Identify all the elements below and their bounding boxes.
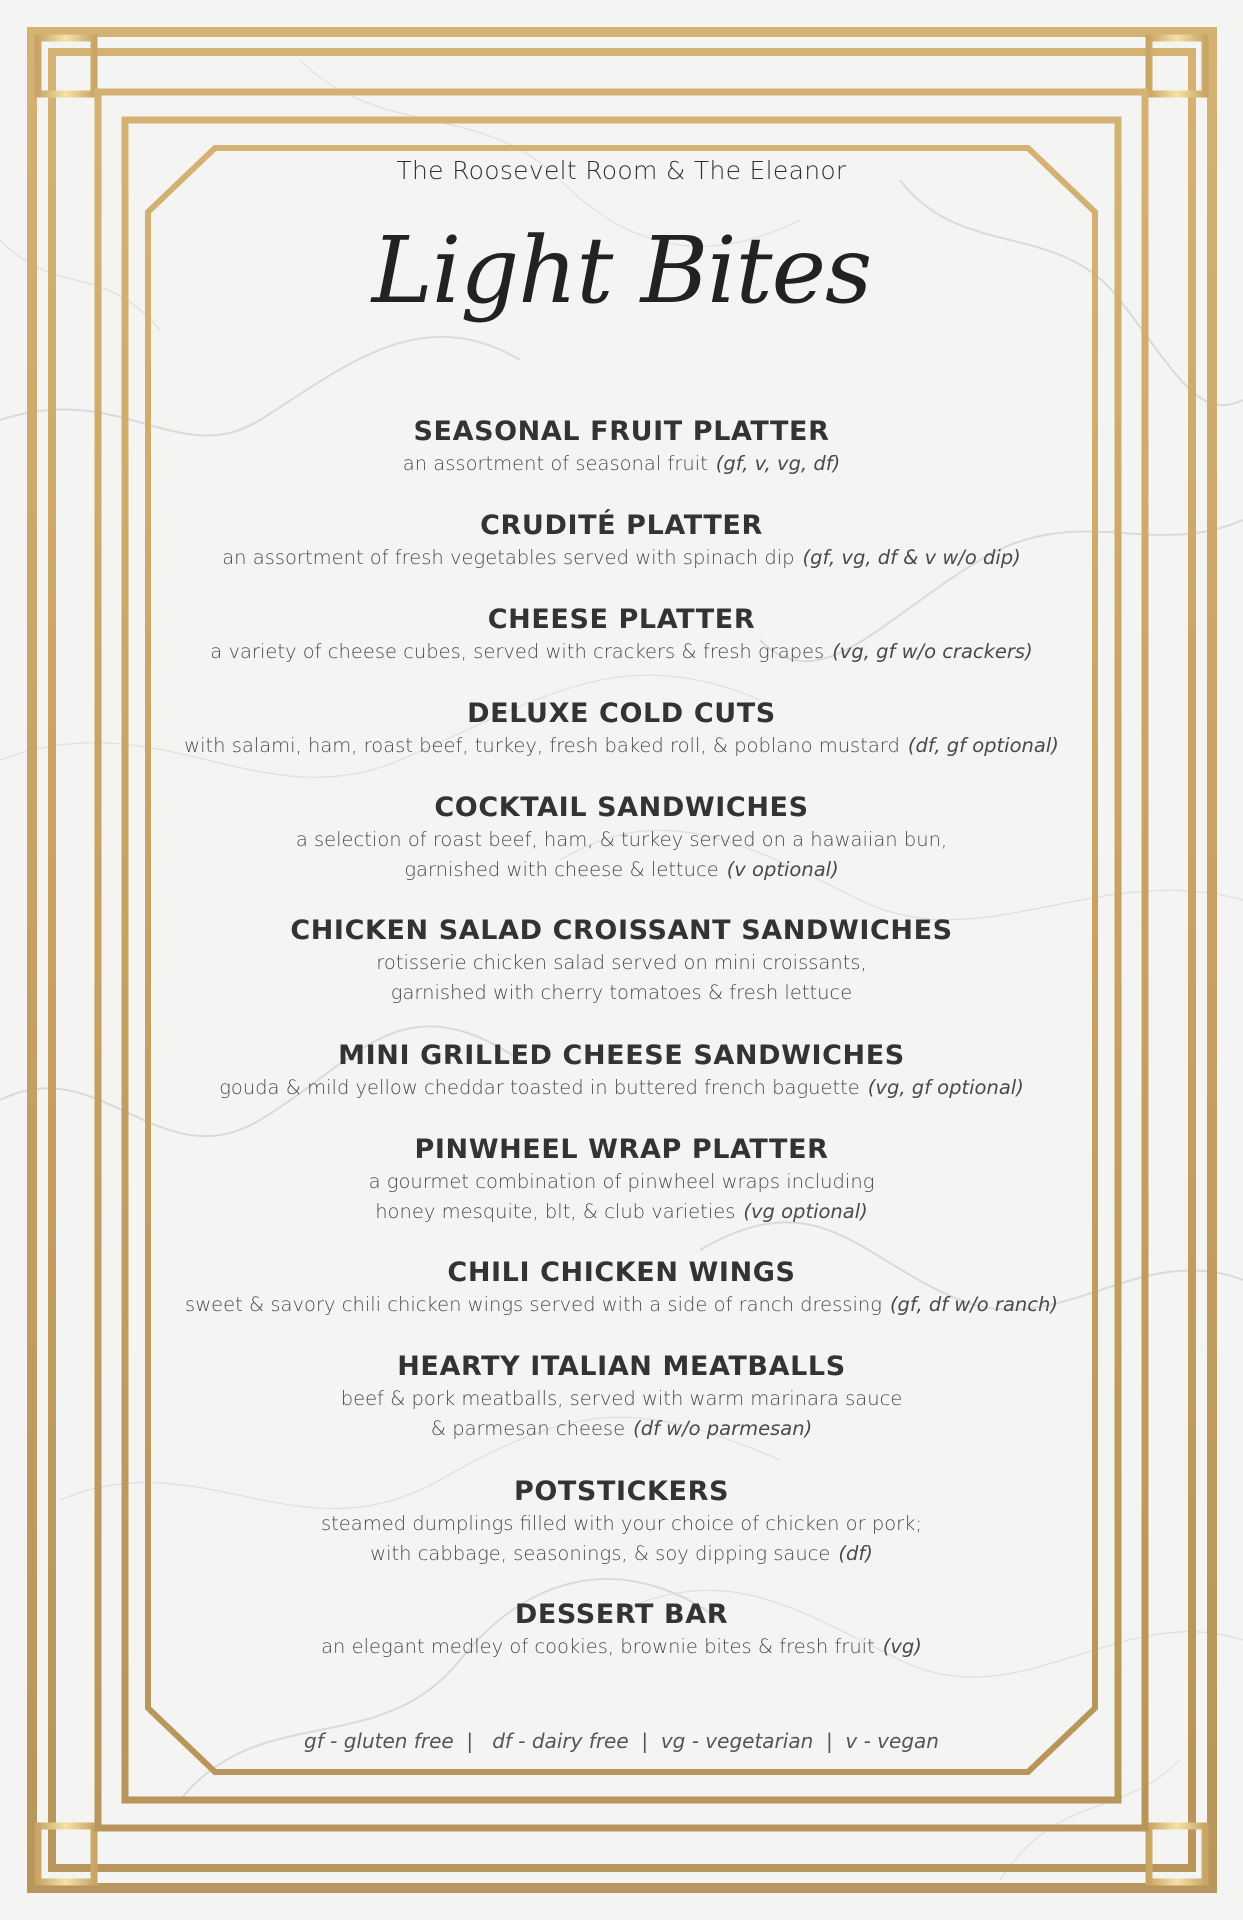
menu-item-description-text: garnished with cherry tomatoes & fresh lettuce	[390, 981, 853, 1004]
menu-item-name: HEARTY ITALIAN MEATBALLS	[397, 1351, 846, 1382]
menu-item	[150, 914, 1093, 1008]
menu-item	[150, 697, 1093, 761]
menu-item-description	[150, 1167, 1093, 1197]
menu-item-name: SEASONAL FRUIT PLATTER	[413, 416, 830, 447]
menu-item-description-text: with cabbage, seasonings, & soy dipping sauce	[370, 1542, 831, 1565]
menu-item-description	[150, 543, 1093, 573]
menu-item-dietary-note: (vg optional)	[743, 1200, 868, 1223]
menu-item	[150, 415, 1093, 479]
menu-item-description-text: rotisserie chicken salad served on mini croissants,	[376, 951, 867, 974]
menu-item	[150, 1475, 1093, 1569]
menu-item	[150, 1598, 1093, 1662]
menu-item-dietary-note: (v optional)	[726, 858, 839, 881]
menu-item-dietary-note: (gf, v, vg, df)	[715, 452, 841, 475]
menu-item-name: CHILI CHICKEN WINGS	[447, 1257, 796, 1288]
menu-item-description	[150, 978, 1093, 1008]
menu-item-description	[150, 1197, 1093, 1227]
menu-item-dietary-note: (df w/o parmesan)	[633, 1417, 813, 1440]
menu-item-dietary-note: (vg, gf w/o crackers)	[832, 640, 1033, 663]
menu-item-name: DELUXE COLD CUTS	[467, 698, 776, 729]
menu-item-description-text: an assortment of seasonal fruit	[402, 452, 708, 475]
menu-item-description	[150, 1073, 1093, 1103]
menu-item-description	[150, 1290, 1093, 1320]
menu-item-dietary-note: (gf, vg, df & v w/o dip)	[802, 546, 1021, 569]
menu-item-description-text: with salami, ham, roast beef, turkey, fresh baked roll, & poblano mustard	[184, 734, 900, 757]
menu-item-dietary-note: (df)	[838, 1542, 873, 1565]
menu-item-description-text: sweet & savory chili chicken wings served with a side of ranch dressing	[185, 1293, 882, 1316]
menu-item	[150, 1039, 1093, 1103]
venue-name: The Roosevelt Room & The Eleanor	[396, 156, 847, 185]
menu-item-description-text: a selection of roast beef, ham, & turkey served on a hawaiian bun,	[295, 828, 948, 851]
menu-item	[150, 791, 1093, 885]
menu-item-description	[150, 1384, 1093, 1414]
menu-item-description	[150, 1539, 1093, 1569]
menu-item	[150, 509, 1093, 573]
menu-item-description-text: a variety of cheese cubes, served with crackers & fresh grapes	[210, 640, 825, 663]
menu-item-dietary-note: (df, gf optional)	[907, 734, 1059, 757]
menu-item-name: COCKTAIL SANDWICHES	[434, 792, 809, 823]
menu-item-description	[150, 855, 1093, 885]
menu-item-description-text: gouda & mild yellow cheddar toasted in buttered french baguette	[219, 1076, 860, 1099]
menu-item	[150, 1256, 1093, 1320]
menu-item-description	[150, 1632, 1093, 1662]
menu-item-description	[150, 948, 1093, 978]
menu-item-description-text: a gourmet combination of pinwheel wraps including	[368, 1170, 875, 1193]
menu-item-description-text: steamed dumplings filled with your choice of chicken or pork;	[320, 1512, 923, 1535]
menu-item-description-text: honey mesquite, blt, & club varieties	[375, 1200, 736, 1223]
menu-item-description-text: an assortment of fresh vegetables served with spinach dip	[222, 546, 795, 569]
menu-item-dietary-note: (gf, df w/o ranch)	[889, 1293, 1058, 1316]
menu-item-description	[150, 449, 1093, 479]
menu-title: Light Bites	[371, 217, 872, 324]
menu-item-dietary-note: (vg)	[882, 1635, 922, 1658]
menu-item	[150, 1133, 1093, 1227]
menu-item	[150, 1350, 1093, 1444]
menu-item-description	[150, 637, 1093, 667]
menu-item-description-text: beef & pork meatballs, served with warm marinara sauce	[340, 1387, 903, 1410]
menu-item-description	[150, 825, 1093, 855]
menu-item-name: DESSERT BAR	[514, 1599, 729, 1630]
menu-item-description	[150, 1509, 1093, 1539]
menu-item-name: CRUDITÉ PLATTER	[480, 510, 763, 541]
menu-item-description	[150, 1414, 1093, 1444]
menu-item-name: PINWHEEL WRAP PLATTER	[414, 1134, 829, 1165]
menu-item-description-text: & parmesan cheese	[430, 1417, 626, 1440]
dietary-legend: gf - gluten free | df - dairy free | vg - vegetarian | v - vegan	[304, 1729, 939, 1753]
menu-item-description-text: an elegant medley of cookies, brownie bites & fresh fruit	[321, 1635, 875, 1658]
menu-item-dietary-note: (vg, gf optional)	[867, 1076, 1024, 1099]
menu-item-name: MINI GRILLED CHEESE SANDWICHES	[338, 1040, 905, 1071]
menu-item-name: CHICKEN SALAD CROISSANT SANDWICHES	[290, 915, 953, 946]
menu-item-description-text: garnished with cheese & lettuce	[404, 858, 719, 881]
menu-item	[150, 603, 1093, 667]
menu-item-name: POTSTICKERS	[513, 1476, 730, 1507]
menu-item-name: CHEESE PLATTER	[487, 604, 756, 635]
menu-item-description	[150, 731, 1093, 761]
